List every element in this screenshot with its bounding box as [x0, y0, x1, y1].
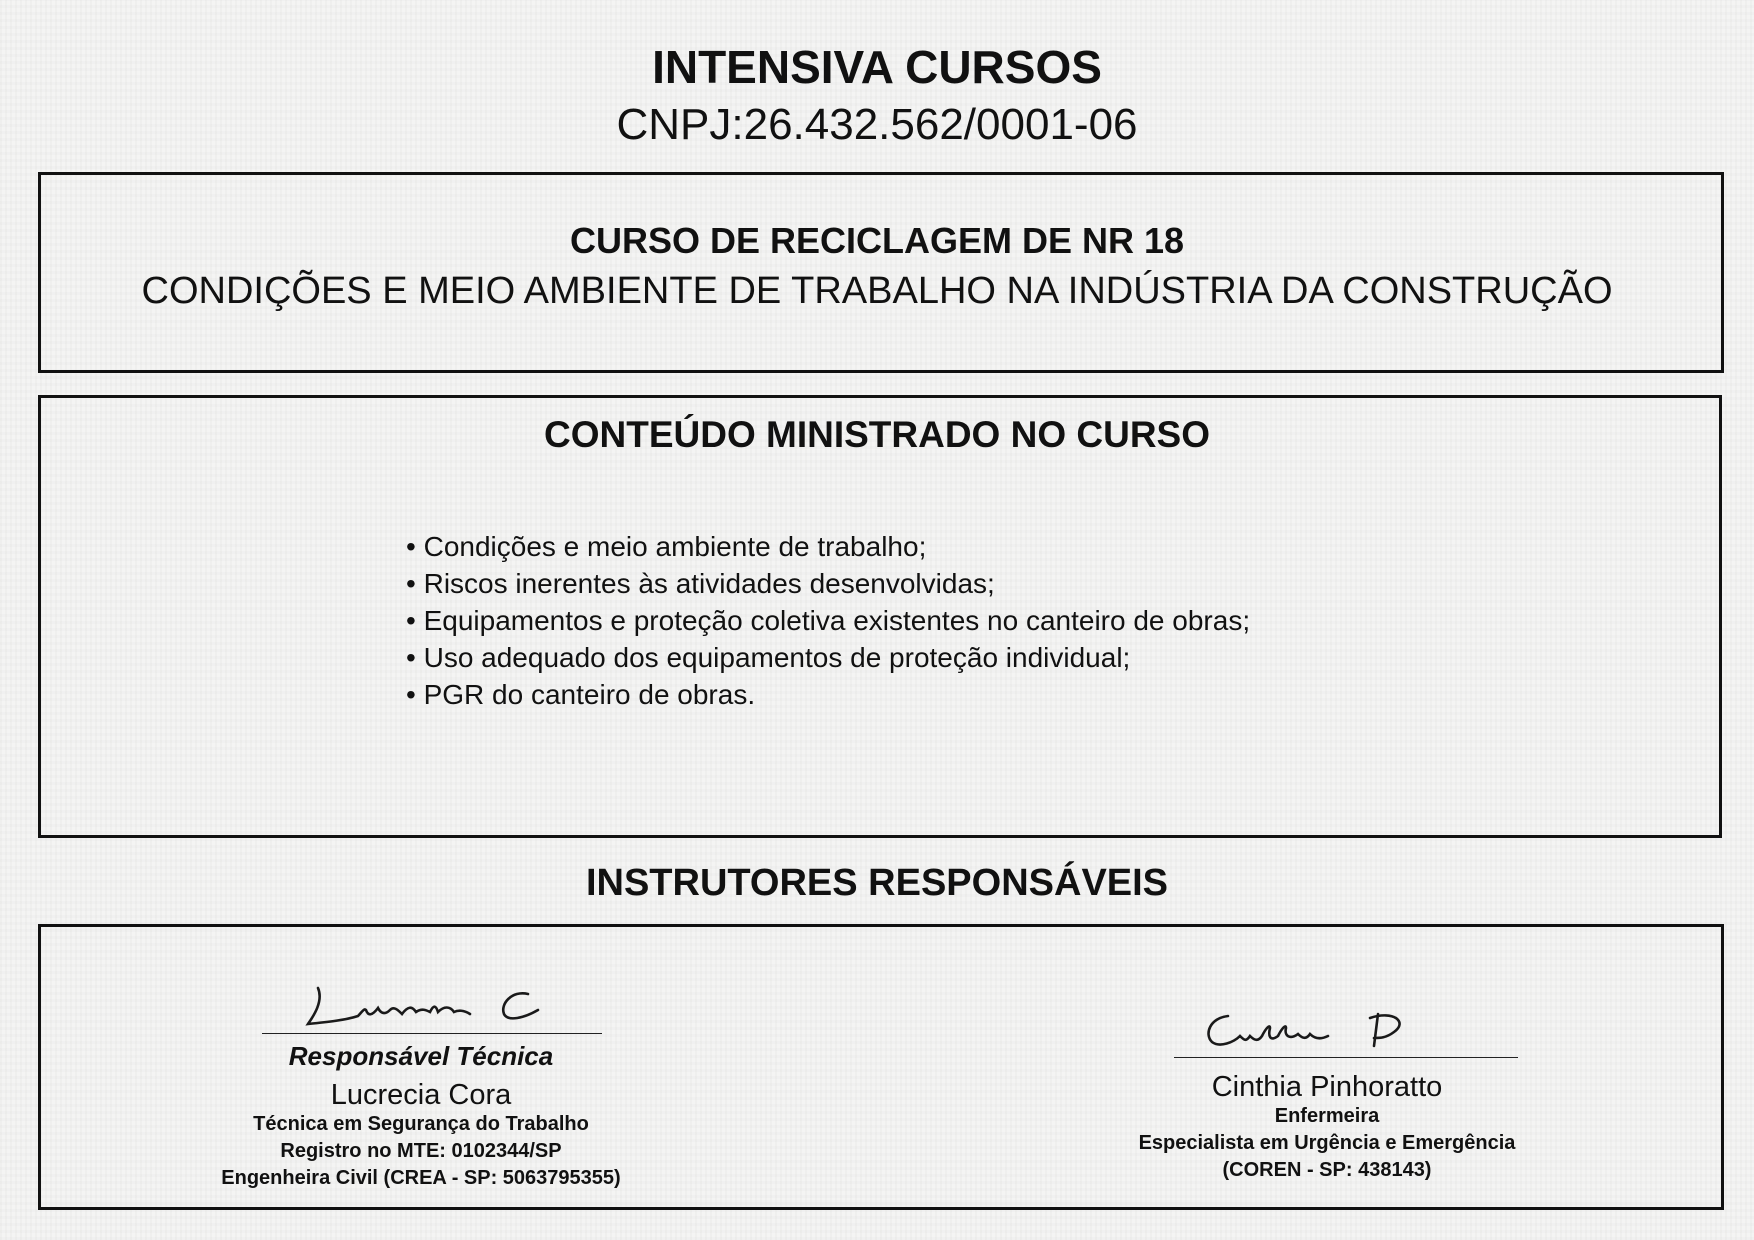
course-subtitle: CONDIÇÕES E MEIO AMBIENTE DE TRABALHO NA INDÚSTRIA DA CONSTRUÇÃO — [141, 270, 1613, 312]
topic-item: • Uso adequado dos equipamentos de proteção individual; — [406, 639, 1250, 676]
instructor-detail: Especialista em Urgência e Emergência — [1138, 1132, 1516, 1154]
instructor-detail: Enfermeira — [1274, 1105, 1380, 1127]
topic-item: • Equipamentos e proteção coletiva existentes no canteiro de obras; — [406, 602, 1250, 639]
topic-item: • Condições e meio ambiente de trabalho; — [406, 528, 1250, 565]
signature-lucrecia — [298, 976, 558, 1036]
course-title: CURSO DE RECICLAGEM DE NR 18 — [569, 220, 1185, 261]
topic-item: • PGR do canteiro de obras. — [406, 676, 1250, 713]
instructor-name: Lucrecia Cora — [330, 1079, 512, 1111]
instructor-detail: Engenheira Civil (CREA - SP: 5063795355) — [221, 1167, 621, 1189]
instructor-detail: Técnica em Segurança do Trabalho — [253, 1113, 589, 1135]
signature-cinthia — [1198, 1008, 1438, 1064]
instructors-title: INSTRUTORES RESPONSÁVEIS — [585, 862, 1169, 904]
company-name: INTENSIVA CURSOS — [652, 41, 1102, 93]
instructor-detail: (COREN - SP: 438143) — [1222, 1159, 1432, 1181]
topic-item: • Riscos inerentes às atividades desenvolvidas; — [406, 565, 1250, 602]
instructor-role: Responsável Técnica — [288, 1041, 554, 1071]
topics-list — [406, 528, 1250, 713]
instructor-name: Cinthia Pinhoratto — [1211, 1071, 1443, 1103]
instructor-detail: Registro no MTE: 0102344/SP — [280, 1140, 562, 1162]
company-cnpj: CNPJ:26.432.562/0001-06 — [616, 100, 1138, 149]
content-title: CONTEÚDO MINISTRADO NO CURSO — [544, 414, 1210, 455]
signature-line — [1174, 1057, 1518, 1058]
signature-line — [262, 1033, 602, 1034]
